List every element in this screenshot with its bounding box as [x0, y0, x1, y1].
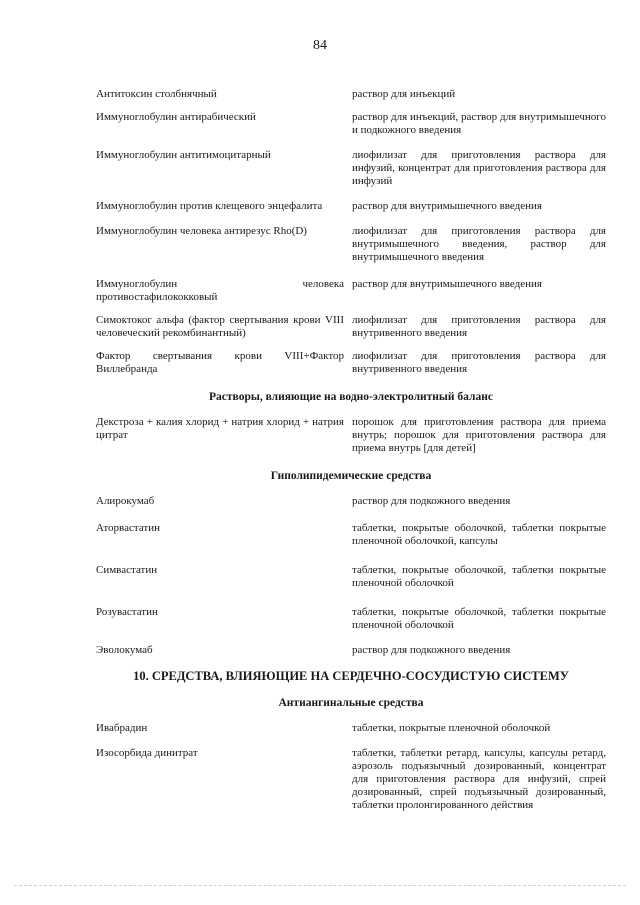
drug-name: Аторвастатин [96, 522, 160, 534]
dosage-form: таблетки, покрытые оболочкой, таблетки покрытые пленочной оболочкой [352, 606, 606, 631]
list-item [96, 225, 606, 264]
dosage-form: лиофилизат для приготовления раствора для внутримышечного введения, раствор для внутримышечного введения [352, 225, 606, 263]
list-item [96, 278, 606, 304]
group-heading: Растворы, влияющие на водно-электролитный баланс [209, 391, 493, 403]
drug-name: Розувастатин [96, 606, 158, 618]
list-item [96, 149, 606, 188]
dosage-form: таблетки, таблетки ретард, капсулы, капсулы ретард, аэрозоль подъязычный дозированный, концентрат для приготовления раствора для инфузий, спрей дозированный, спрей подъязычный дозированный, таблетки пролонгированного действия [352, 747, 606, 811]
list-item [96, 495, 606, 508]
list-item [96, 88, 606, 101]
footer-divider [14, 885, 626, 886]
dosage-form: раствор для инъекций [352, 88, 456, 100]
drug-name: Фактор свертывания крови VIII+Фактор Виллебранда [96, 350, 344, 375]
list-item [96, 416, 606, 455]
drug-name: Иммуноглобулин человека противостафилококковый [96, 278, 344, 303]
drug-name: Иммуноглобулин антирабический [96, 111, 256, 123]
drug-name: Эволокумаб [96, 644, 153, 656]
drug-name: Симоктоког альфа (фактор свертывания крови VIII человеческий рекомбинантный) [96, 314, 344, 339]
drug-name: Иммуноглобулин антитимоцитарный [96, 149, 271, 161]
dosage-form: раствор для подкожного введения [352, 644, 511, 656]
drug-name: Алирокумаб [96, 495, 155, 507]
list-item [96, 644, 606, 657]
list-item [96, 722, 606, 735]
drug-name: Иммуноглобулин человека антирезус Rho(D) [96, 225, 307, 237]
drug-list [96, 78, 606, 812]
dosage-form: лиофилизат для приготовления раствора для внутривенного введения [352, 350, 606, 375]
dosage-form: порошок для приготовления раствора для приема внутрь; порошок для приготовления раствора для приема внутрь [для детей] [352, 416, 606, 454]
dosage-form: раствор для внутримышечного введения [352, 278, 542, 290]
list-item [96, 314, 606, 340]
drug-name: Декстроза + калия хлорид + натрия хлорид + натрия цитрат [96, 416, 344, 441]
drug-name: Симвастатин [96, 564, 158, 576]
section-title: 10. СРЕДСТВА, ВЛИЯЮЩИЕ НА СЕРДЕЧНО-СОСУДИСТУЮ СИСТЕМУ [133, 669, 569, 683]
list-item [96, 564, 606, 590]
dosage-form: лиофилизат для приготовления раствора для инфузий, концентрат для приготовления раствора для инфузий [352, 149, 606, 187]
dosage-form: таблетки, покрытые оболочкой, таблетки покрытые пленочной оболочкой [352, 564, 606, 589]
group-heading: Антиангинальные средства [278, 697, 424, 709]
dosage-form: раствор для инъекций, раствор для внутримышечного и подкожного введения [352, 111, 606, 136]
list-item [96, 606, 606, 632]
drug-name: Изосорбида динитрат [96, 747, 198, 759]
dosage-form: таблетки, покрытые оболочкой, таблетки покрытые пленочной оболочкой, капсулы [352, 522, 606, 547]
dosage-form: раствор для подкожного введения [352, 495, 511, 507]
drug-name: Ивабрадин [96, 722, 148, 734]
list-item [96, 350, 606, 376]
list-item [96, 111, 606, 137]
drug-name: Иммуноглобулин против клещевого энцефалита [96, 200, 323, 212]
list-item [96, 522, 606, 548]
dosage-form: таблетки, покрытые пленочной оболочкой [352, 722, 551, 734]
dosage-form: раствор для внутримышечного введения [352, 200, 542, 212]
drug-name: Антитоксин столбнячный [96, 88, 217, 100]
list-item [96, 747, 606, 812]
page-number: 84 [313, 38, 327, 53]
dosage-form: лиофилизат для приготовления раствора для внутривенного введения [352, 314, 606, 339]
list-item [96, 200, 606, 213]
group-heading: Гиполипидемические средства [270, 470, 432, 482]
